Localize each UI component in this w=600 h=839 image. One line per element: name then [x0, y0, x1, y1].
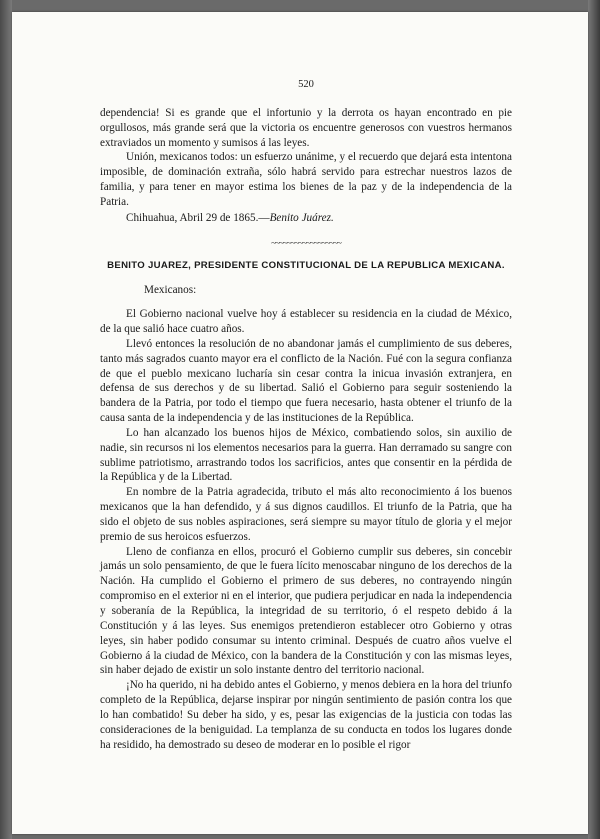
- scan-edge-left: [0, 0, 12, 839]
- body-paragraph: Lo han alcanzado los buenos hijos de México, combatiendo solos, sin auxilio de nadie, sin recursos ni los elementos necesarios para la guerra. Han derramado su sangre con sublime patriotismo, arrastrando todos los sacrificios, antes que consentir en la pérdida de la República y de la Libertad.: [100, 426, 512, 484]
- body-paragraph: En nombre de la Patria agradecida, tributo el más alto reconocimiento á los buenos mexicanos que la han defendido, y á sus dignos caudillos. El triunfo de la Patria, que ha sido el objeto de sus nobles aspiraciones, será siempre su mayor título de gloria y el mejor premio de sus heroicos esfuerzos.: [100, 486, 512, 543]
- signature-line: [100, 211, 512, 226]
- salutation: Mexicanos:: [144, 284, 197, 297]
- page-number: 520: [298, 79, 314, 90]
- body-paragraph: Lleno de confianza en ellos, procuró el Gobierno cumplir sus deberes, sin concebir jamás un solo pensamiento, de que le fuera lícito menoscabar ninguno de los derechos de la Nación. Ha cumplido el Gobierno el primero de sus deberes, no contrayendo ningún compromiso en el exterior ni en el interior, que pudiera perjudicar en nada la independencia y soberanía de la República, la integridad de su territorio, ó el respeto debido á la Constitución y á las leyes. Sus enemigos pretendieron establecer otro Gobierno y otras leyes, sin haber podido consumar su intento criminal. Después de cuatro años vuelve el Gobierno á la ciudad de México, con la bandera de la Constitución y con las mismas leyes, sin haber dejado de existir un solo instante dentro del territorio nacional.: [100, 545, 512, 677]
- scan-edge-right: [588, 0, 600, 839]
- document-page: [12, 12, 588, 834]
- signature-name: Benito Juárez.: [269, 211, 334, 224]
- signature-place-date: Chihuahua, Abril 29 de 1865.—: [126, 211, 270, 224]
- body-paragraph: Llevó entonces la resolución de no abandonar jamás el cumplimiento de sus deberes, tanto más sagrados cuanto mayor era el conflicto de la Nación. Fué con la segura confianza de que el pueblo mexicano lucharía sin cesar contra la inicua invasión extranjera, en defensa de sus derechos y de su libertad. Salió el Gobierno para seguir sosteniendo la bandera de la Patria, por todo el tiempo que fuera necesario, hasta obtener el triunfo de la causa santa de la independencia y de las instituciones de la República.: [100, 337, 512, 425]
- body-paragraph: El Gobierno nacional vuelve hoy á establecer su residencia en la ciudad de México, de la que salió hace cuatro años.: [100, 308, 512, 335]
- section-divider-ornament: ~~~~~~~~~~~~~~~~~~: [271, 237, 341, 248]
- paragraph-top-2: Unión, mexicanos todos: un esfuerzo unánime, y el recuerdo que dejará esta intentona imposible, de dominación extraña, sólo habrá servido para estrechar nuestros lazos de familia, y para tener en mayor estima los bienes de la paz y de la independencia de la Patria.: [100, 151, 512, 208]
- body-paragraph: ¡No ha querido, ni ha debido antes el Gobierno, y menos debiera en la hora del triunfo completo de la República, dejarse inspirar por ningún sentimiento de pasión contra los que lo han combatido! Su deber ha sido, y es, pesar las exigencias de la justicia con todas las consideraciones de la beniguidad. La templanza de su conducta en todos los lugares donde ha residido, ha demostrado su deseo de moderar en lo posible el rigor: [100, 679, 512, 751]
- section-heading: BENITO JUAREZ, PRESIDENTE CONSTITUCIONAL DE LA REPUBLICA MEXICANA.: [107, 260, 505, 272]
- page-content: [100, 78, 512, 752]
- paragraph-top-1: dependencia! Si es grande que el infortunio y la derrota os hayan encontrado en pie orgullosos, más grande será que la victoria os encuentre generosos con vuestros hermanos extraviados un momento y sumisos á las leyes.: [100, 106, 512, 149]
